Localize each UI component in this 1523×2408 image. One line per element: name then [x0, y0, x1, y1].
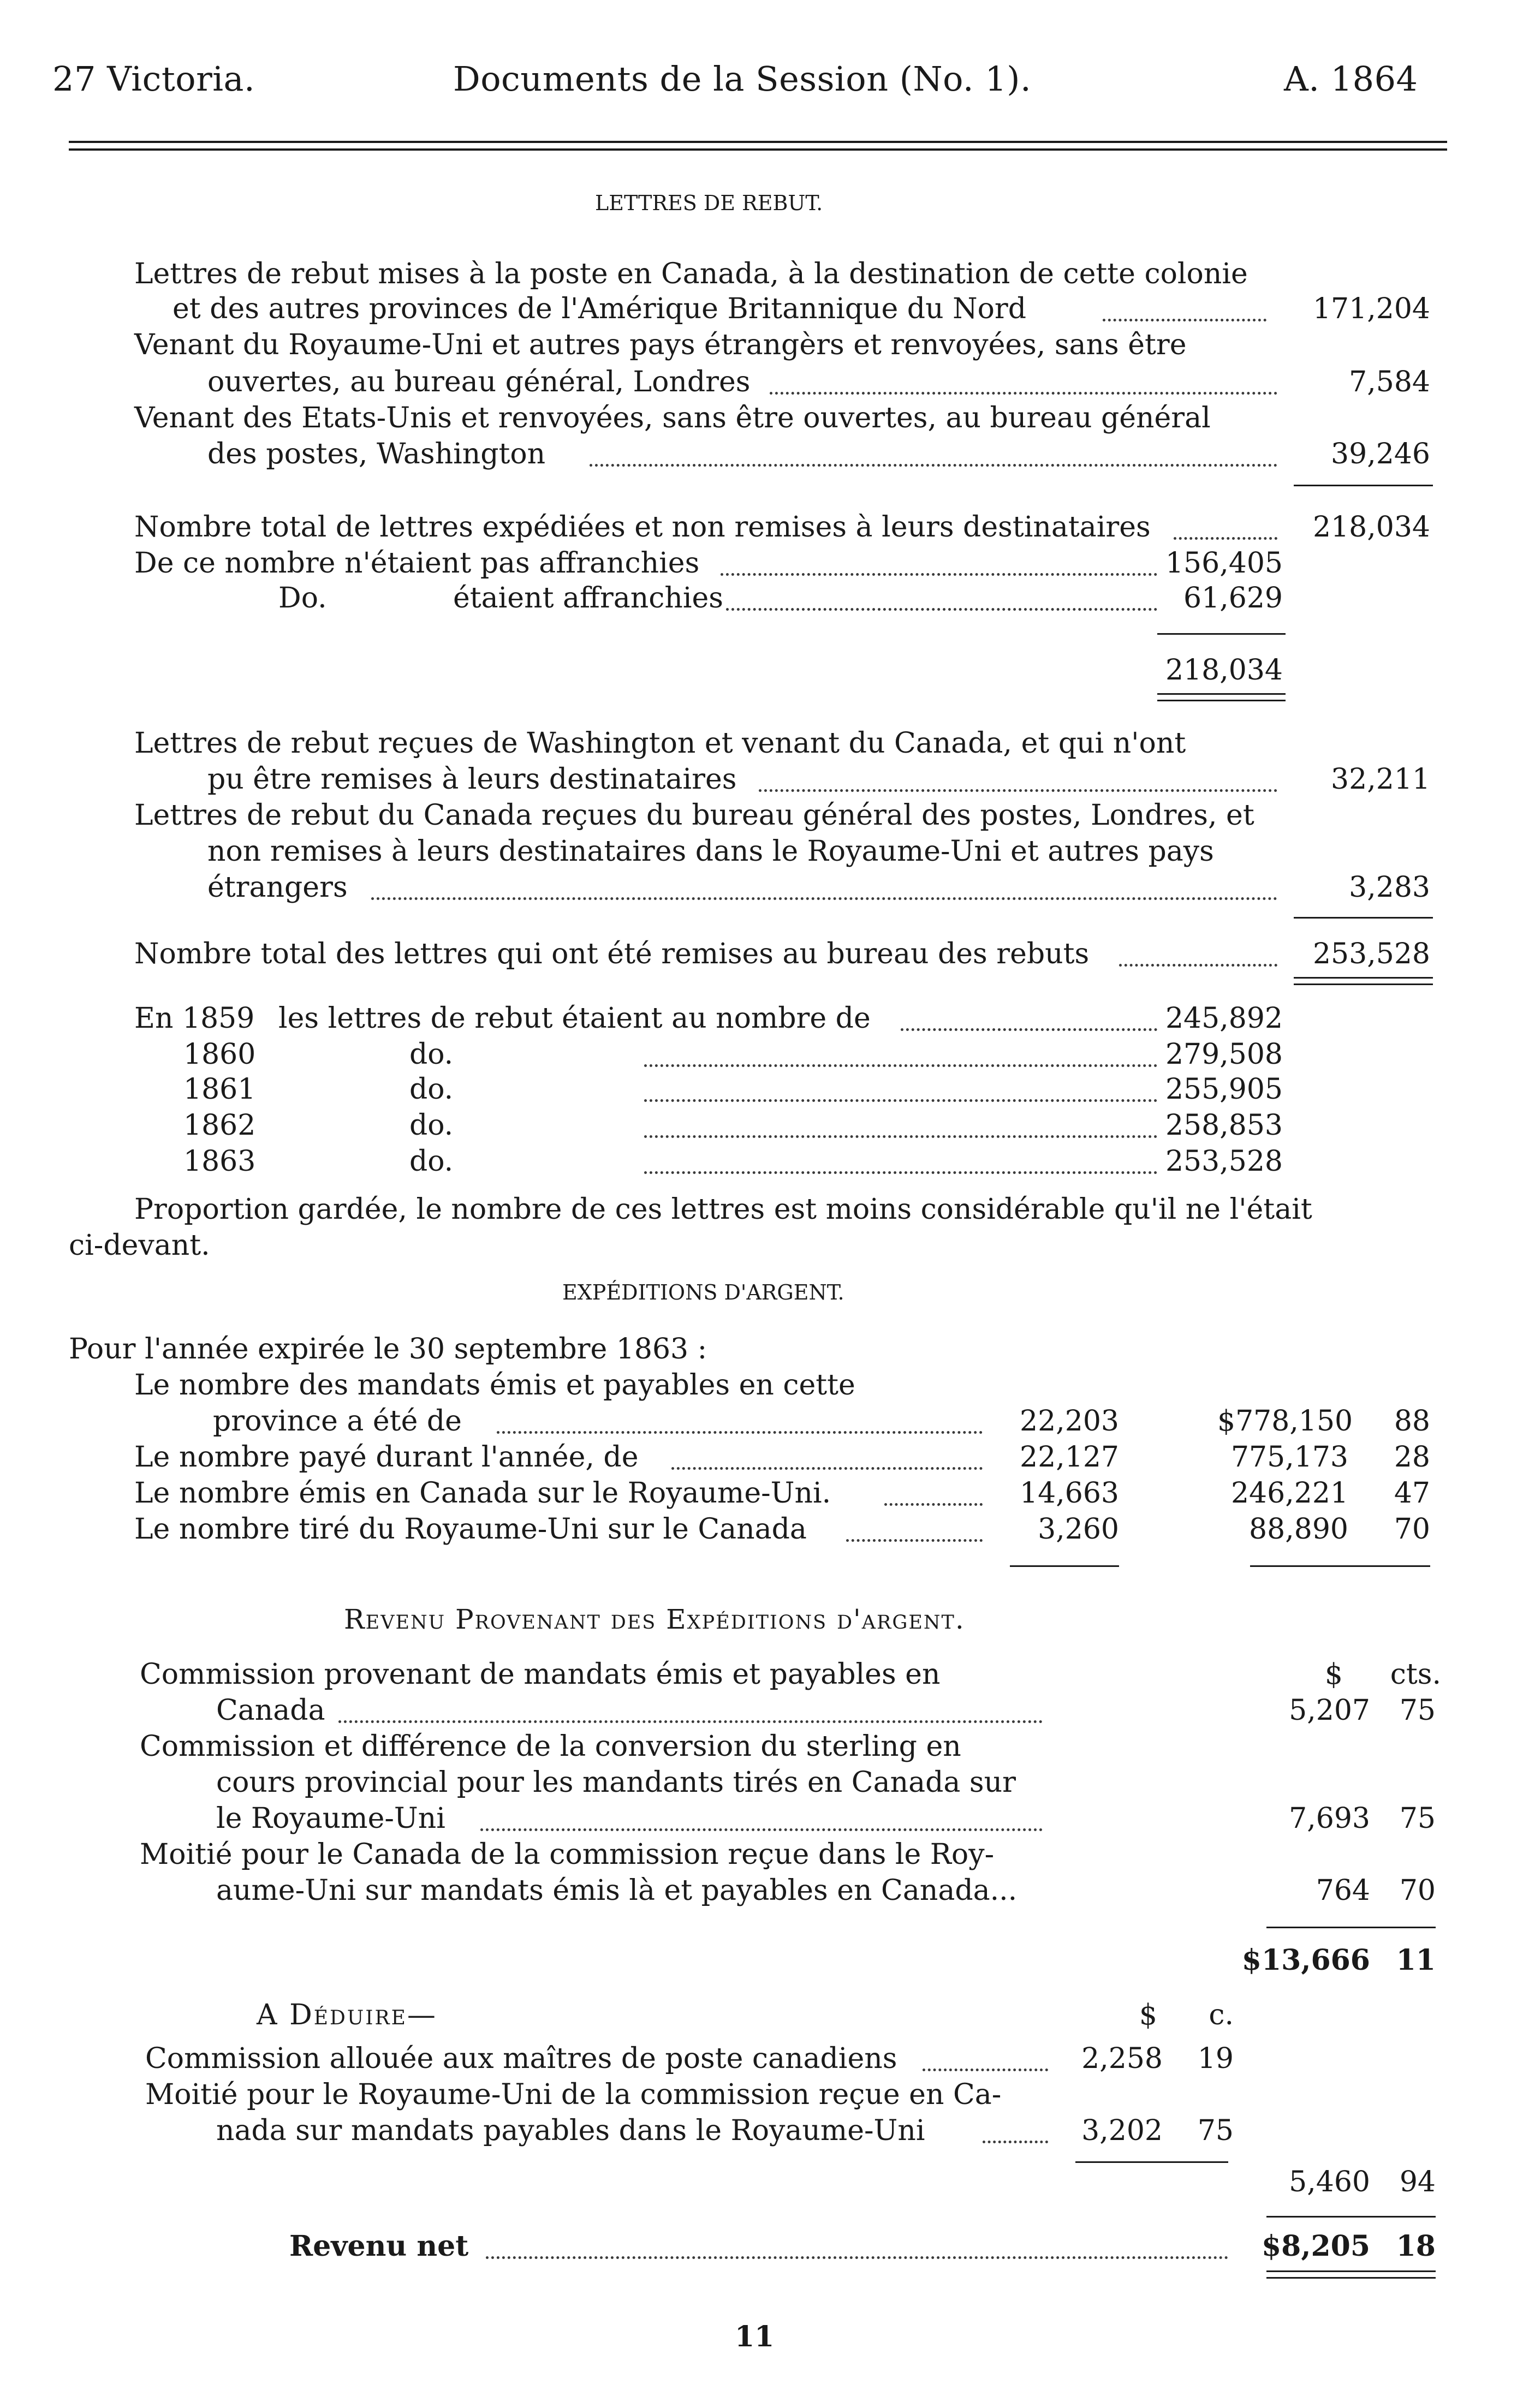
- year-desc: do.: [409, 1109, 454, 1142]
- dot-leader: [721, 571, 1157, 576]
- header-rule-bottom: [69, 148, 1447, 151]
- sum-rule: [1266, 1927, 1436, 1928]
- value: 3,283: [1349, 871, 1430, 904]
- table-rule: [1010, 1565, 1119, 1567]
- year-label: En 1859: [134, 1002, 255, 1035]
- header-title: Documents de la Session (No. 1).: [453, 59, 1032, 99]
- sum-rule: [1266, 2216, 1436, 2218]
- deduire-col-dollars: $: [1139, 1999, 1157, 2031]
- double-rule: [1157, 693, 1286, 695]
- header-rule-top: [69, 141, 1447, 143]
- lettres-line: des postes, Washington: [207, 438, 546, 470]
- expedition-row: Le nombre des mandats émis et payables en cette: [134, 1369, 855, 1402]
- expedition-cents: 88: [1394, 1405, 1430, 1438]
- expedition-dollars: 88,890: [1249, 1513, 1348, 1546]
- dot-leader: [644, 1097, 1157, 1102]
- revenu-cents: 75: [1399, 1802, 1436, 1835]
- year-label: 1862: [183, 1109, 256, 1142]
- year-value: 253,528: [1165, 1145, 1283, 1178]
- year-desc: do.: [409, 1145, 454, 1178]
- dot-leader: [486, 2254, 1228, 2259]
- deduction-total-cents: 94: [1399, 2166, 1436, 2198]
- dot-leader: [480, 1826, 1043, 1831]
- lettres-line: ouvertes, au bureau général, Londres: [207, 366, 751, 398]
- revenu-net-cents: 18: [1396, 2230, 1436, 2263]
- dot-leader: [644, 1062, 1157, 1067]
- revenu-line: Canada: [216, 1694, 325, 1727]
- dot-leader: [338, 1718, 1043, 1723]
- revenu-dollars: 7,693: [1289, 1802, 1370, 1835]
- lettres-line: non remises à leurs destinataires dans le Royaume-Uni et autres pays: [207, 835, 1214, 868]
- year-label: 1861: [183, 1073, 256, 1106]
- lettres-total-label: Nombre total des lettres qui ont été remises au bureau des rebuts: [134, 938, 1090, 970]
- section-title-lettres: LETTRES DE REBUT.: [595, 191, 823, 215]
- value: 7,584: [1349, 366, 1430, 398]
- deduction-cents: 75: [1197, 2114, 1234, 2147]
- revenu-cents: 75: [1399, 1694, 1436, 1727]
- deduction-dollars: 3,202: [1081, 2114, 1163, 2147]
- header-year: A. 1864: [1284, 59, 1418, 99]
- section-title-expeditions: EXPÉDITIONS D'ARGENT.: [562, 1280, 844, 1304]
- revenu-line: Commission provenant de mandats émis et payables en: [140, 1658, 941, 1691]
- expedition-row: Le nombre tiré du Royaume-Uni sur le Canada: [134, 1513, 807, 1546]
- deduction-total-dollars: 5,460: [1289, 2166, 1370, 2198]
- deduction-line: Moitié pour le Royaume-Uni de la commission reçue en Ca-: [145, 2078, 1002, 2111]
- revenu-line: le Royaume-Uni: [216, 1802, 445, 1835]
- value: 39,246: [1331, 438, 1430, 470]
- deduire-col-cents: c.: [1209, 1999, 1234, 2031]
- lettres-line: Lettres de rebut du Canada reçues du bureau général des postes, Londres, et: [134, 799, 1254, 832]
- sum-rule: [1075, 2161, 1228, 2163]
- year-desc: les lettres de rebut étaient au nombre de: [278, 1002, 871, 1035]
- dot-leader: [759, 787, 1277, 792]
- revenu-line: cours provincial pour les mandants tirés en Canada sur: [216, 1766, 1016, 1799]
- expedition-count: 14,663: [1020, 1477, 1119, 1510]
- double-rule: [1266, 2277, 1436, 2279]
- double-rule: [1266, 2270, 1436, 2272]
- dot-leader: [644, 1133, 1157, 1138]
- revenu-dollars: 764: [1316, 1874, 1370, 1907]
- dot-leader: [923, 2066, 1048, 2071]
- year-label: 1863: [183, 1145, 256, 1178]
- dot-leader: [671, 1465, 983, 1470]
- lettres-line: pu être remises à leurs destinataires: [207, 763, 737, 796]
- value: 61,629: [1183, 582, 1283, 615]
- year-value: 279,508: [1165, 1038, 1283, 1071]
- revenu-line: aume-Uni sur mandats émis là et payables en Canada...: [216, 1874, 1018, 1907]
- deduire-heading: A Déduire—: [257, 1999, 437, 2031]
- value: 218,034: [1312, 511, 1430, 544]
- expedition-cents: 28: [1394, 1441, 1430, 1474]
- sum-rule: [1157, 633, 1286, 635]
- deduction-dollars: 2,258: [1081, 2042, 1163, 2075]
- lettres-line: étaient affranchies: [453, 582, 723, 615]
- dot-leader: [1103, 317, 1266, 321]
- lettres-line: Venant des Etats-Unis et renvoyées, sans être ouvertes, au bureau général: [134, 402, 1211, 434]
- double-rule: [1157, 700, 1286, 701]
- value: 32,211: [1331, 763, 1430, 796]
- value: 171,204: [1312, 293, 1430, 325]
- expedition-row: province a été de: [213, 1405, 462, 1438]
- lettres-line: Lettres de rebut reçues de Washington et venant du Canada, et qui n'ont: [134, 727, 1186, 760]
- dot-leader: [1119, 962, 1277, 967]
- dot-leader: [590, 462, 1277, 467]
- sum-rule: [1294, 917, 1433, 919]
- dot-leader: [497, 1429, 983, 1434]
- proportion-text: Proportion gardée, le nombre de ces lettres est moins considérable qu'il ne l'était: [134, 1193, 1312, 1226]
- dot-leader: [644, 1169, 1157, 1174]
- revenu-cents: 70: [1399, 1874, 1436, 1907]
- year-value: 255,905: [1165, 1073, 1283, 1106]
- deduction-line: nada sur mandats payables dans le Royaume-Uni: [216, 2114, 925, 2147]
- revenu-net-label: Revenu net: [289, 2230, 469, 2263]
- lettres-total-label: Nombre total de lettres expédiées et non remises à leurs destinataires: [134, 511, 1151, 544]
- value: 156,405: [1165, 547, 1283, 580]
- double-rule: [1294, 984, 1433, 985]
- double-rule: [1294, 977, 1433, 979]
- table-rule: [1250, 1565, 1430, 1567]
- revenu-subtotal-cents: 11: [1396, 1944, 1436, 1977]
- dot-leader: [846, 1537, 983, 1542]
- lettres-line: Lettres de rebut mises à la poste en Canada, à la destination de cette colonie: [134, 258, 1248, 290]
- page-number: 11: [735, 2320, 775, 2353]
- expedition-dollars: 246,221: [1230, 1477, 1348, 1510]
- expedition-cents: 70: [1394, 1513, 1430, 1546]
- dot-leader: [884, 1501, 983, 1506]
- dot-leader: [1174, 535, 1277, 540]
- expedition-count: 3,260: [1038, 1513, 1119, 1546]
- expedition-count: 22,203: [1020, 1405, 1119, 1438]
- year-label: 1860: [183, 1038, 256, 1071]
- column-head-cents: cts.: [1390, 1658, 1441, 1691]
- header-session: 27 Victoria.: [52, 59, 255, 99]
- expedition-row: Le nombre émis en Canada sur le Royaume-Uni.: [134, 1477, 831, 1510]
- revenu-subtotal-dollars: $13,666: [1241, 1944, 1370, 1977]
- deduction-cents: 19: [1197, 2042, 1234, 2075]
- year-value: 258,853: [1165, 1109, 1283, 1142]
- expedition-dollars: 775,173: [1230, 1441, 1348, 1474]
- dot-leader: [726, 606, 1157, 611]
- sum-rule: [1294, 485, 1433, 486]
- expedition-cents: 47: [1394, 1477, 1430, 1510]
- year-value: 245,892: [1165, 1002, 1283, 1035]
- expedition-count: 22,127: [1020, 1441, 1119, 1474]
- dot-leader: [901, 1026, 1157, 1031]
- lettres-line: étrangers: [207, 871, 348, 904]
- section-title-revenu: Revenu Provenant des Expéditions d'argent.: [344, 1604, 965, 1635]
- lettres-line: Venant du Royaume-Uni et autres pays étrangèrs et renvoyées, sans être: [134, 329, 1187, 361]
- dot-leader: [770, 390, 1277, 395]
- value: 218,034: [1165, 654, 1283, 687]
- lettres-line: De ce nombre n'étaient pas affranchies: [134, 547, 700, 580]
- revenu-dollars: 5,207: [1289, 1694, 1370, 1727]
- revenu-net-dollars: $8,205: [1261, 2230, 1370, 2263]
- proportion-text: ci-devant.: [69, 1229, 210, 1262]
- dot-leader: [983, 2138, 1048, 2143]
- lettres-line: et des autres provinces de l'Amérique Britannique du Nord: [172, 293, 1027, 325]
- lettres-line: Do.: [278, 582, 327, 615]
- deduction-line: Commission allouée aux maîtres de poste canadiens: [145, 2042, 897, 2075]
- revenu-line: Commission et différence de la conversion du sterling en: [140, 1730, 961, 1763]
- column-head-dollars: $: [1324, 1658, 1343, 1691]
- expedition-row: Le nombre payé durant l'année, de: [134, 1441, 639, 1474]
- revenu-line: Moitié pour le Canada de la commission reçue dans le Roy-: [140, 1838, 995, 1871]
- expedition-dollars: $778,150: [1217, 1405, 1353, 1438]
- value: 253,528: [1312, 938, 1430, 970]
- dot-leader: [371, 895, 1277, 900]
- year-desc: do.: [409, 1073, 454, 1106]
- expeditions-intro: Pour l'année expirée le 30 septembre 1863 :: [69, 1333, 707, 1366]
- year-desc: do.: [409, 1038, 454, 1071]
